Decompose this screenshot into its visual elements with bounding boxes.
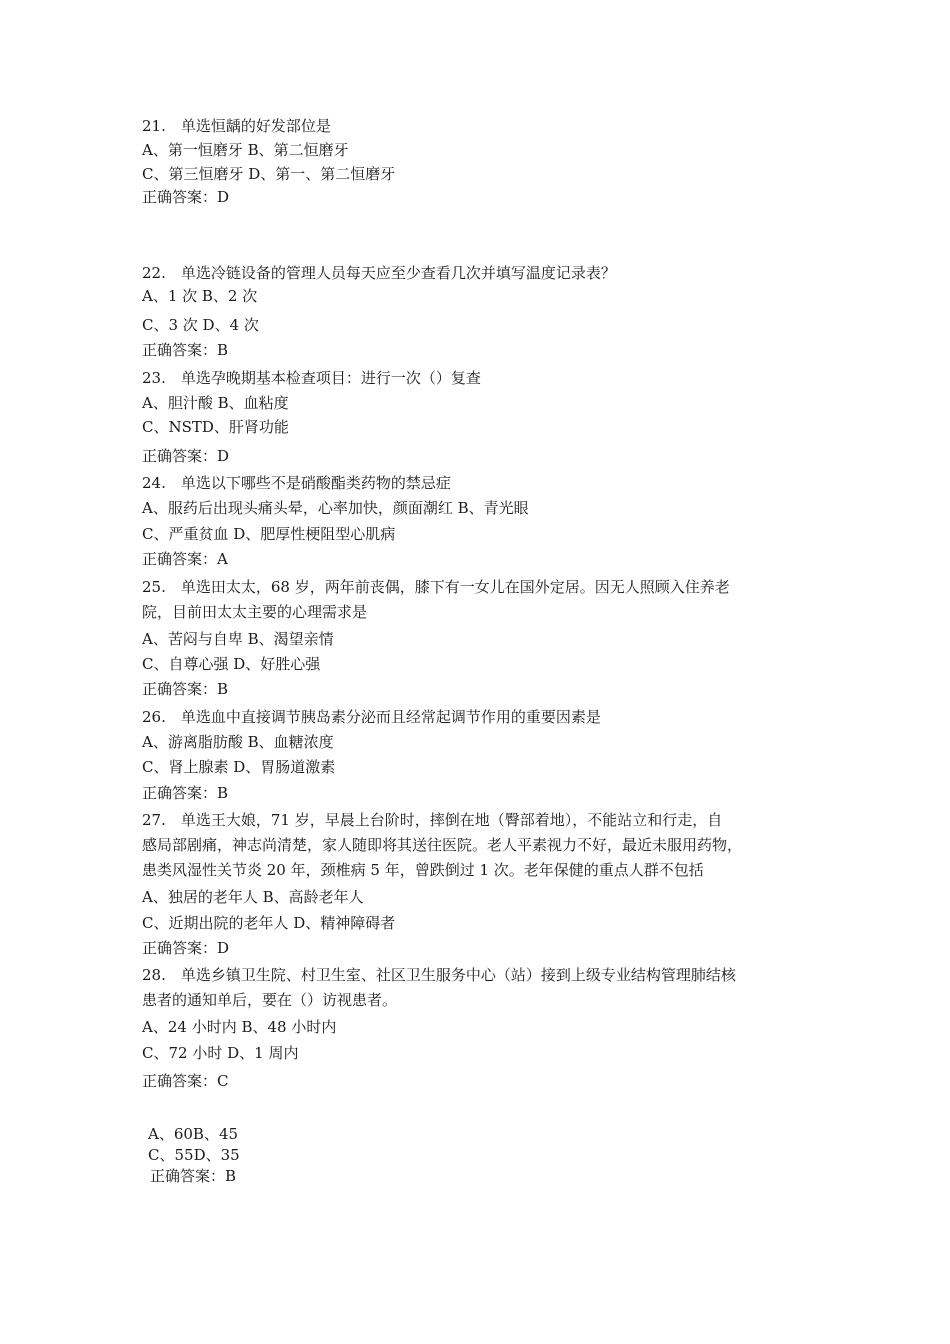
question-24-answer: 正确答案：A (142, 550, 228, 568)
question-24-stem: 24. 单选以下哪些不是硝酸酯类药物的禁忌症 (142, 474, 451, 492)
question-22-option-ab: A、1 次 B、2 次 (142, 287, 258, 305)
question-23-stem: 23. 单选孕晚期基本检查项目：进行一次（）复查 (142, 369, 481, 387)
question-23-option-ab: A、胆汁酸 B、血粘度 (142, 394, 289, 412)
question-23-answer: 正确答案：D (142, 447, 230, 465)
question-26-answer: 正确答案：B (142, 784, 229, 802)
question-27-stem-line2: 感局部剧痛，神志尚清楚，家人随即将其送往医院。老人平素视力不好，最近未服用药物， (142, 836, 743, 854)
question-24-option-ab: A、服药后出现头痛头晕，心率加快，颜面潮红 B、青光眼 (142, 499, 529, 517)
question-22-answer: 正确答案：B (142, 341, 229, 359)
question-21-answer: 正确答案：D (142, 188, 230, 206)
question-27-answer: 正确答案：D (142, 939, 230, 957)
question-25-stem-line1: 25. 单选田太太，68 岁，两年前丧偶，膝下有一女儿在国外定居。因无人照顾入住养老 (142, 578, 730, 596)
question-23-option-cd: C、NSTD、肝肾功能 (142, 418, 289, 436)
tail-option-cd: C、55D、35 (148, 1146, 240, 1164)
question-28-stem-line1: 28. 单选乡镇卫生院、村卫生室、社区卫生服务中心（站）接到上级专业结构管理肺结核 (142, 966, 736, 984)
question-28-option-ab: A、24 小时内 B、48 小时内 (142, 1018, 337, 1036)
question-25-answer: 正确答案：B (142, 680, 229, 698)
question-28-answer: 正确答案：C (142, 1072, 229, 1090)
question-24-option-cd: C、严重贫血 D、肥厚性梗阻型心肌病 (142, 525, 396, 543)
question-21-option-cd: C、第三恒磨牙 D、第一、第二恒磨牙 (142, 165, 396, 183)
question-28-stem-line2: 患者的通知单后，要在（）访视患者。 (142, 991, 398, 1009)
question-25-stem-line2: 院，目前田太太主要的心理需求是 (142, 603, 368, 621)
question-25-option-ab: A、苦闷与自卑 B、渴望亲情 (142, 630, 334, 648)
question-28-option-cd: C、72 小时 D、1 周内 (142, 1044, 299, 1062)
question-27-stem-line1: 27. 单选王大娘，71 岁，早晨上台阶时，摔倒在地（臀部着地），不能站立和行走，自 (142, 811, 723, 829)
question-26-option-cd: C、肾上腺素 D、胃肠道激素 (142, 758, 336, 776)
question-21-option-ab: A、第一恒磨牙 B、第二恒磨牙 (142, 141, 349, 159)
question-22-stem: 22. 单选冷链设备的管理人员每天应至少查看几次并填写温度记录表？ (142, 264, 616, 282)
question-26-option-ab: A、游离脂肪酸 B、血糖浓度 (142, 733, 334, 751)
tail-answer: 正确答案：B (150, 1167, 237, 1185)
question-25-option-cd: C、自尊心强 D、好胜心强 (142, 655, 321, 673)
question-27-option-cd: C、近期出院的老年人 D、精神障碍者 (142, 914, 396, 932)
question-22-option-cd: C、3 次 D、4 次 (142, 316, 259, 334)
question-26-stem: 26. 单选血中直接调节胰岛素分泌而且经常起调节作用的重要因素是 (142, 708, 601, 726)
question-27-stem-line3: 患类风湿性关节炎 20 年，颈椎病 5 年，曾跌倒过 1 次。老年保健的重点人群不包括 (142, 861, 704, 879)
tail-option-ab: A、60B、45 (148, 1125, 239, 1143)
question-27-option-ab: A、独居的老年人 B、高龄老年人 (142, 888, 364, 906)
question-21-stem: 21. 单选恒龋的好发部位是 (142, 117, 331, 135)
